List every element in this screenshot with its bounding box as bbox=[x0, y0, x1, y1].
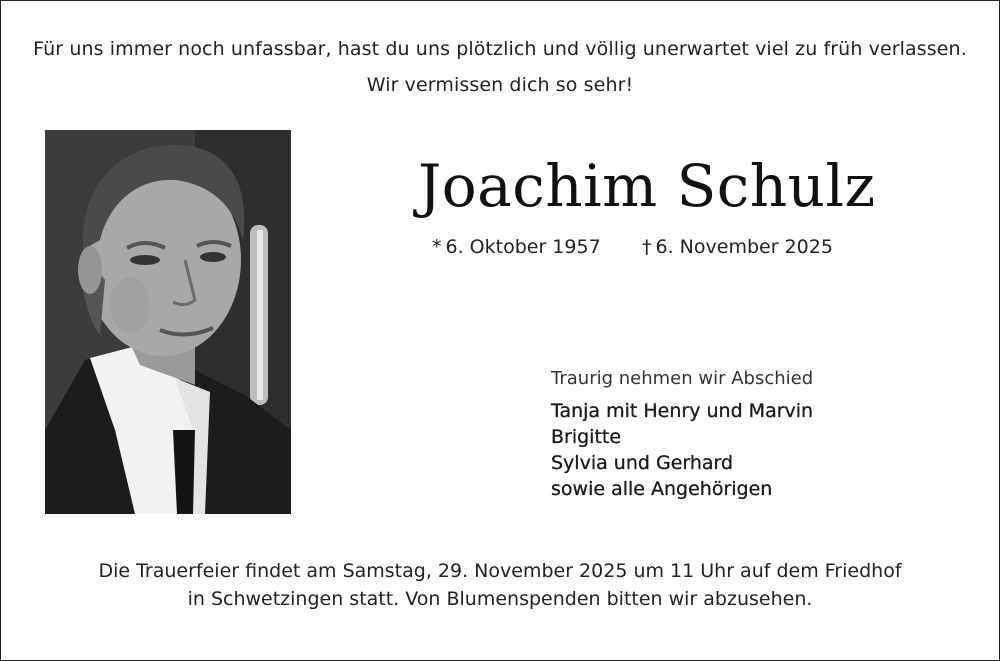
birth-star-symbol: * bbox=[432, 236, 442, 258]
birth-date: 6. Oktober 1957 bbox=[445, 236, 601, 258]
death-date: 6. November 2025 bbox=[655, 236, 833, 258]
death-date-line bbox=[642, 234, 833, 260]
mourner-name: sowie alle Angehörigen bbox=[551, 478, 773, 500]
portrait-illustration bbox=[45, 130, 291, 514]
intro-line-1: Für uns immer noch unfassbar, hast du uns plötzlich und völlig unerwartet viel zu früh verlassen. bbox=[33, 38, 967, 60]
funeral-info-line-1: Die Trauerfeier findet am Samstag, 29. November 2025 um 11 Uhr auf dem Friedhof bbox=[98, 560, 902, 582]
mourners-list bbox=[551, 398, 813, 502]
mourner-name: Tanja mit Henry und Marvin bbox=[551, 400, 814, 422]
mourner-name: Sylvia und Gerhard bbox=[551, 452, 734, 474]
death-cross-symbol: † bbox=[642, 236, 652, 258]
intro-line-2: Wir vermissen dich so sehr! bbox=[366, 74, 634, 96]
birth-date-line bbox=[432, 234, 601, 260]
deceased-name: Joachim Schulz bbox=[418, 152, 876, 220]
funeral-info-line-2: in Schwetzingen statt. Von Blumenspenden bitten wir abzusehen. bbox=[187, 588, 813, 610]
portrait-photo bbox=[45, 130, 291, 514]
mourners-heading: Traurig nehmen wir Abschied bbox=[551, 368, 814, 389]
mourner-name: Brigitte bbox=[551, 426, 622, 448]
